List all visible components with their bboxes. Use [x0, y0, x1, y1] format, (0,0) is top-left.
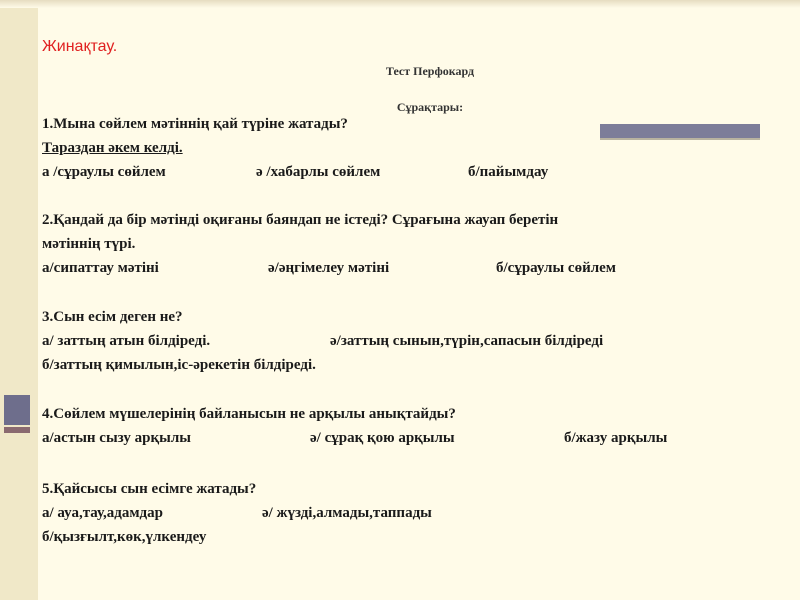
question-2-text-continued: мәтіннің түрі. — [42, 236, 136, 252]
question-3-option-b: б/заттың қимылын,іс-әрекетін білдіреді. — [42, 357, 316, 373]
heading: Жинақтау. — [42, 38, 118, 55]
question-3-option-ae: ә/заттың сынын,түрін,сапасын білдіреді — [330, 333, 604, 349]
question-2-option-a: а/сипаттау мәтіні — [42, 260, 159, 276]
question-1-text: 1.Мына сөйлем мәтіннің қай түріне жатады? — [42, 116, 348, 132]
left-decorative-bar — [0, 0, 38, 600]
question-4-option-a: а/астын сызу арқылы — [42, 430, 191, 446]
question-5-option-a: а/ ауа,тау,адамдар — [42, 505, 163, 521]
questions-label: Сұрақтары: — [396, 100, 464, 114]
test-title: Тест Перфокард — [385, 64, 475, 78]
question-1-option-b: б/пайымдау — [468, 164, 549, 180]
top-shadow — [0, 0, 800, 8]
question-1-example: Тараздан әкем келді. — [42, 140, 183, 156]
question-1-option-ae: ә /хабарлы сөйлем — [256, 164, 381, 180]
question-5-option-ae: ә/ жүзді,алмады,таппады — [262, 505, 432, 521]
question-4-option-ae: ә/ сұрақ қою арқылы — [310, 430, 455, 446]
left-stripe — [4, 395, 30, 425]
question-2-option-b: б/сұраулы сөйлем — [496, 260, 616, 276]
question-5-text: 5.Қайсысы сын есімге жатады? — [42, 481, 257, 497]
question-1-option-a: а /сұраулы сөйлем — [42, 164, 166, 180]
question-2-option-ae: ә/әңгімелеу мәтіні — [268, 260, 390, 276]
right-decorative-bar — [600, 124, 760, 138]
question-2-text: 2.Қандай да бір мәтінді оқиғаны баяндап не істеді? Сұрағына жауап беретін — [42, 212, 559, 228]
question-3-text: 3.Сын есім деген не? — [42, 309, 183, 325]
question-4-option-b: б/жазу арқылы — [564, 430, 668, 446]
question-3-option-a: а/ заттың атын білдіреді. — [42, 333, 211, 349]
question-5-option-b: б/қызғылт,көк,үлкендеу — [42, 529, 207, 545]
left-stripe-thin — [4, 427, 30, 433]
question-4-text: 4.Сөйлем мүшелерінің байланысын не арқылы анықтайды? — [42, 406, 456, 422]
